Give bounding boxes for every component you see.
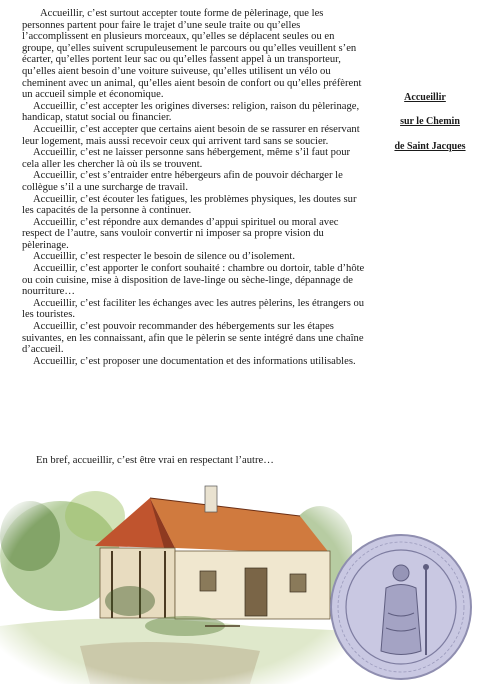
conclusion: En bref, accueillir, c’est être vrai en respectant l’autre… [36, 455, 274, 466]
side-title-line-2: sur le Chemin [400, 116, 460, 127]
side-title-line-3: de Saint Jacques [394, 141, 466, 152]
staff-knob [423, 564, 429, 570]
main-text [22, 8, 366, 367]
side-title-line-1: Accueillir [404, 92, 446, 103]
farmhouse-sketch-image [0, 476, 352, 684]
saint-robe [381, 585, 421, 655]
side-title [382, 92, 478, 152]
paragraph: Accueillir, c’est accepter que certains aient besoin de se rassurer en réservant leur logement, mais aussi recevoir ceux qui arrivent tard sans se soucier. [22, 123, 360, 147]
paragraph: Accueillir, c’est ne laisser personne sans hébergement, même s’il faut pour cela aller les chercher là où ils se trouvent. [22, 147, 351, 170]
paragraph: Accueillir, c’est surtout accepter toute forme de pèlerinage, que les personnes partent pour faire le trajet d’une seule traite ou qu’elles l’accomplissent en plusieurs morceaux, qu’elles se déplacent seules ou en groupe, qu’elles suivent scrupuleusement le parcours ou qu’elles veuillent s’en écarter, qu’elles portent leur sac ou qu’elles fassent appel à un transporteur, qu’elles aient besoin d’une voiture suiveuse, qu’elles utilisent un vélo ou cheminent avec un animal, qu’elles aient besoin de confort ou qu’elles préfèrent un accueil simple et économique. [22, 8, 362, 101]
paragraph: Accueillir, c’est proposer une documentation et des informations utilisables. [33, 355, 356, 367]
paragraph: Accueillir, c’est répondre aux demandes d’appui spirituel ou moral avec respect de l’autre, sans vouloir convertir ni imposer sa propre vision du pèlerinage. [22, 216, 339, 251]
paragraph: Accueillir, c’est pouvoir recommander des hébergements sur les étapes suivantes, en les connaissant, afin que le pèlerin se sente intégré dans une chaîne d’accueil. [22, 321, 364, 356]
vignette [0, 476, 352, 684]
paragraph: Accueillir, c’est écouter les fatigues, les problèmes physiques, les doutes sur les capacités de la personne à continuer. [22, 193, 357, 217]
paragraph: Accueillir, c’est apporter le confort souhaité : chambre ou dortoir, table d’hôte ou coin cuisine, mise à disposition de lave-linge ou sèche-linge, dépannage de nourriture… [22, 263, 365, 298]
saint-head [393, 565, 409, 581]
paragraph: Accueillir, c’est s’entraider entre hébergeurs afin de pouvoir décharger le collègue s’il a une surcharge de travail. [22, 170, 343, 193]
paragraph: Accueillir, c’est accepter les origines diverses: religion, raison du pèlerinage, handicap, statut social ou financier. [22, 100, 360, 124]
paragraph: Accueillir, c’est faciliter les échanges avec les autres pèlerins, les étrangers ou les touristes. [22, 297, 365, 321]
pilgrim-seal-image [326, 533, 476, 681]
paragraph: Accueillir, c’est respecter le besoin de silence ou d’isolement. [33, 251, 295, 263]
